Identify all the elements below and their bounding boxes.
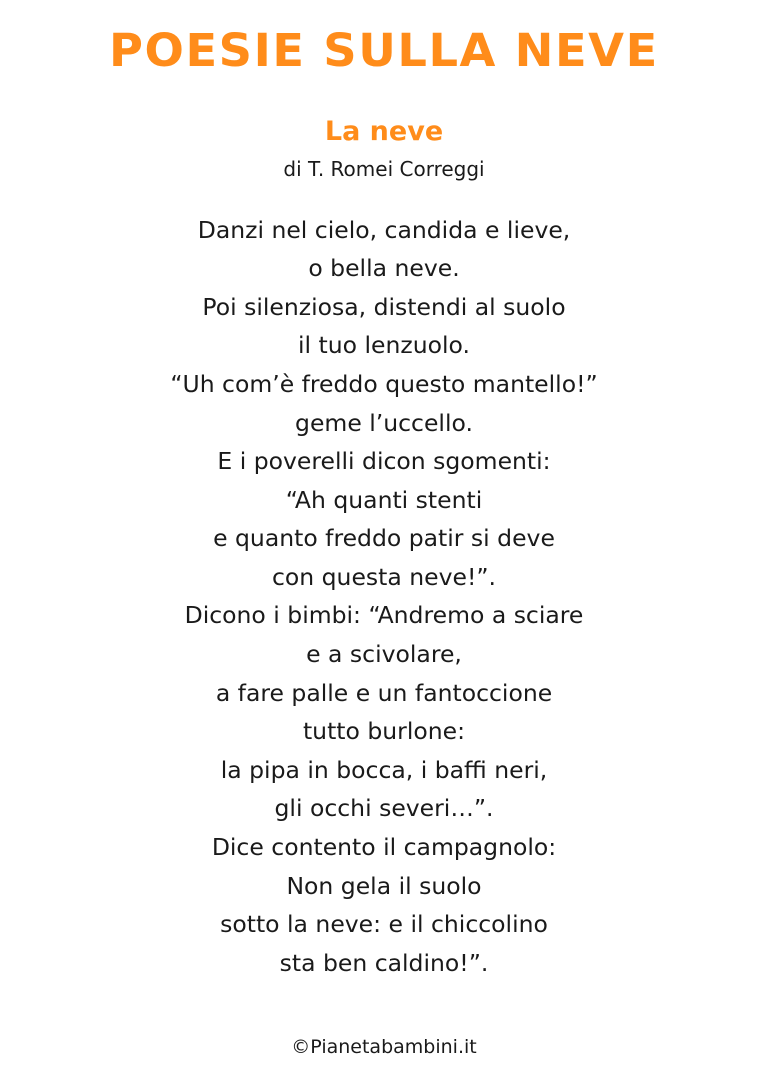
poem-line: e quanto freddo patir si deve [213, 524, 555, 553]
poem-line: la pipa in bocca, i baffi neri, [220, 755, 548, 784]
poem-line: Non gela il suolo [286, 871, 482, 900]
poem-line: sta ben caldino!”. [279, 948, 489, 977]
poem-line: il tuo lenzuolo. [298, 331, 470, 360]
poem-line: sotto la neve: e il chiccolino [220, 910, 548, 939]
poem-line: geme l’uccello. [295, 408, 473, 437]
poem-line: a fare palle e un fantoccione [215, 678, 553, 707]
poem-title: La neve [324, 115, 444, 147]
poem-line: Danzi nel cielo, candida e lieve, [197, 215, 571, 244]
poem-line: Poi silenziosa, distendi al suolo [202, 292, 566, 321]
poem-body [40, 211, 728, 983]
poem-author: di T. Romei Correggi [283, 156, 485, 181]
poem-line: “Ah quanti stenti [285, 485, 483, 514]
footer-credit: ©Pianetabambini.it [291, 1036, 477, 1058]
poem-line: Dicono i bimbi: “Andremo a sciare [184, 601, 584, 630]
poem-line: o bella neve. [308, 254, 460, 283]
poem-line: “Uh com’è freddo questo mantello!” [170, 369, 598, 398]
poem-line: con questa neve!”. [271, 562, 497, 591]
poem-line: E i poverelli dicon sgomenti: [217, 447, 551, 476]
poem-line: tutto burlone: [302, 717, 466, 746]
poem-line: e a scivolare, [306, 640, 462, 669]
page-title: POESIE SULLA NEVE [109, 24, 659, 77]
poem-line: Dice contento il campagnolo: [211, 833, 557, 862]
poem-line: gli occhi severi…”. [274, 794, 494, 823]
